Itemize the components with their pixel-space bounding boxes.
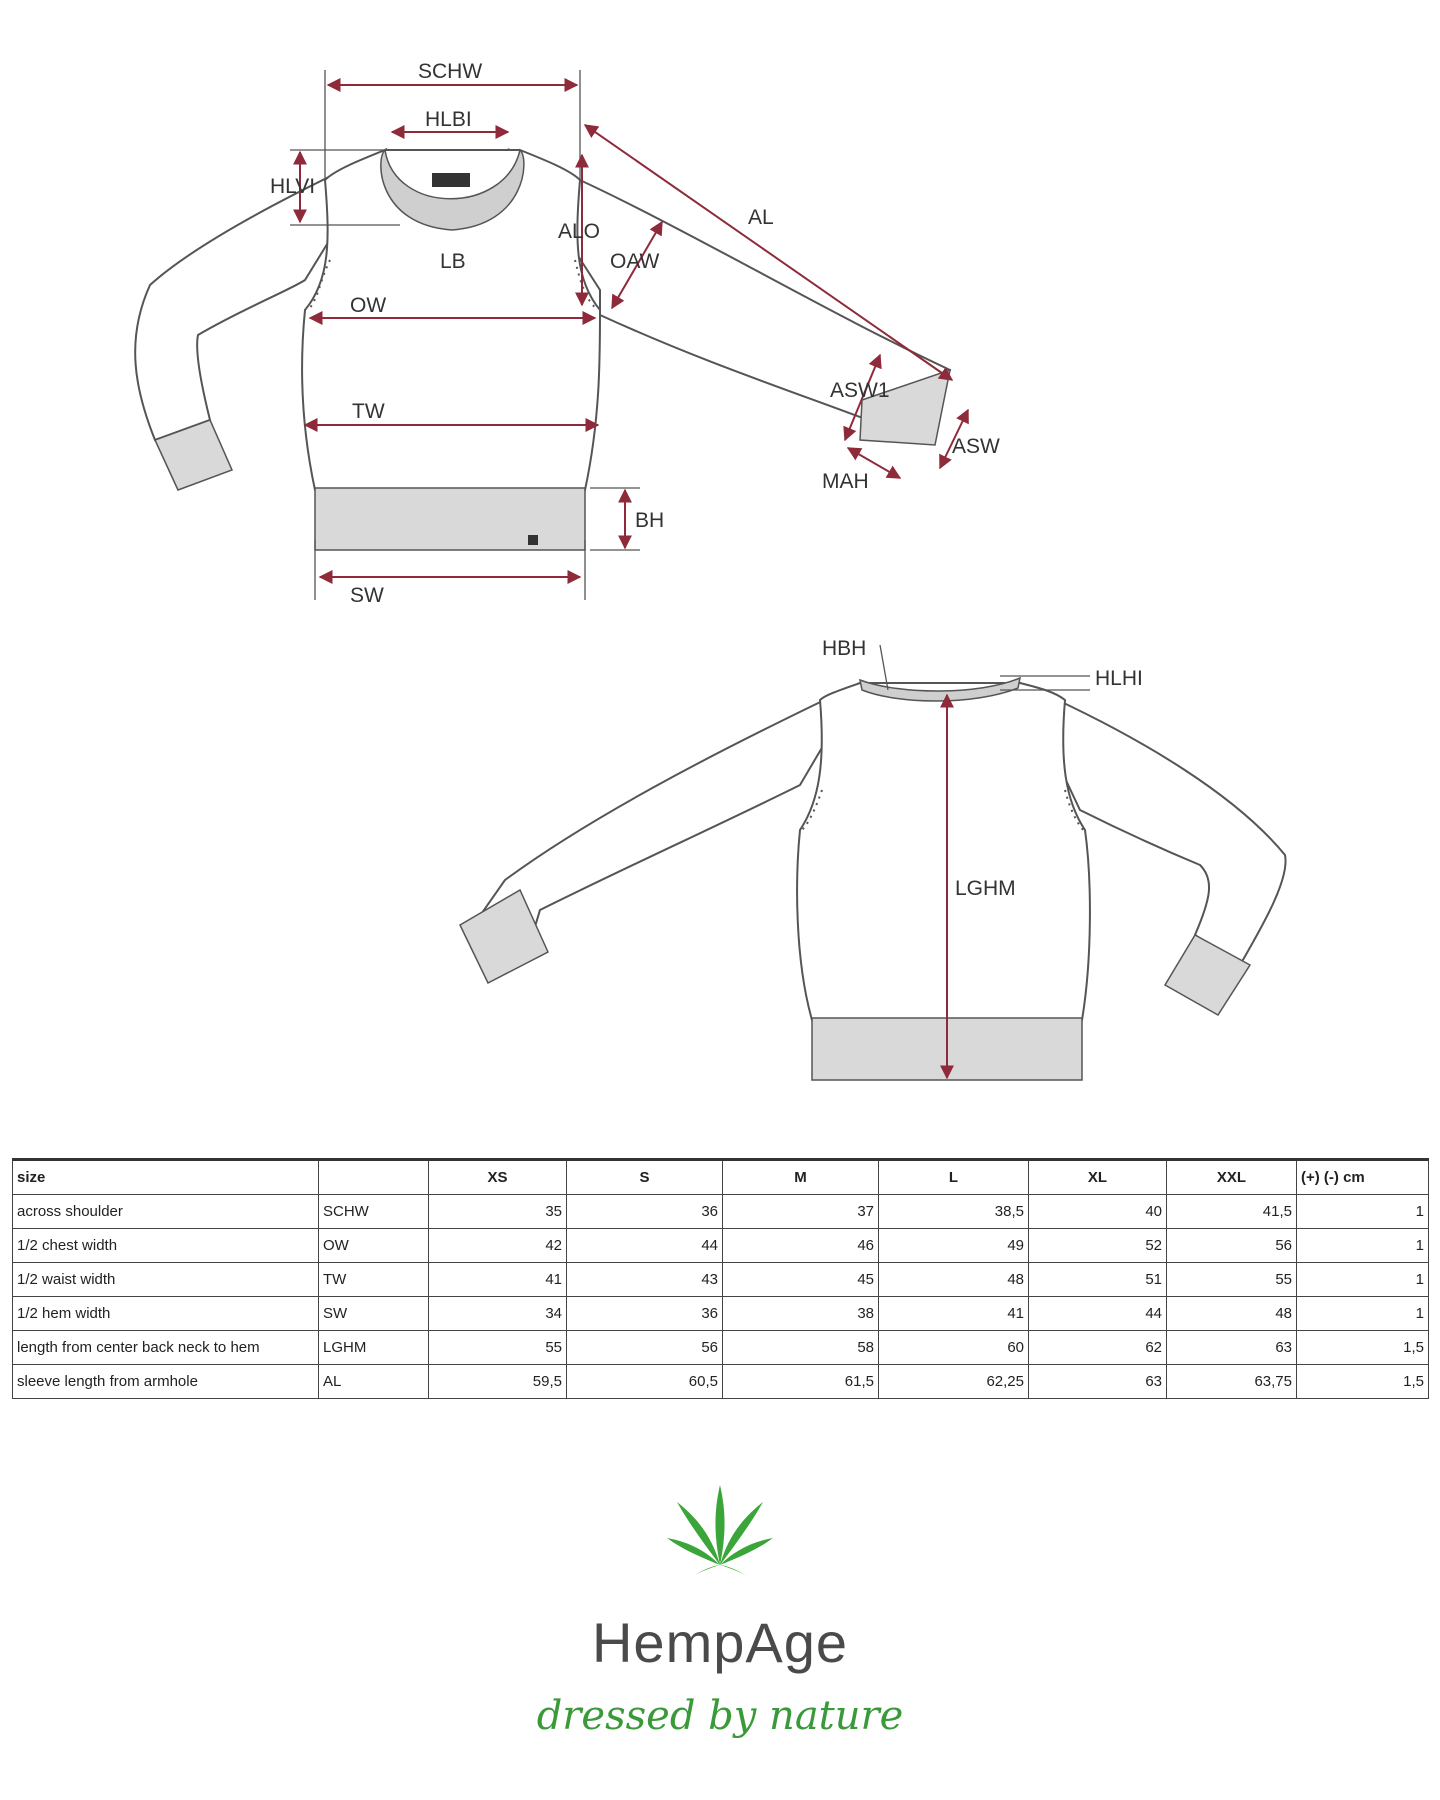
cell-tolerance: 1,5: [1297, 1365, 1429, 1399]
label-sw: SW: [350, 584, 384, 607]
header-l: L: [879, 1160, 1029, 1195]
cell-xl: 51: [1029, 1263, 1167, 1297]
cell-s: 43: [567, 1263, 723, 1297]
front-hem-rib: [315, 488, 585, 550]
brand-name: HempAge: [591, 1611, 849, 1674]
cell-l: 48: [879, 1263, 1029, 1297]
row-label: 1/2 waist width: [13, 1263, 319, 1297]
cell-l: 49: [879, 1229, 1029, 1263]
cell-s: 56: [567, 1331, 723, 1365]
cell-xs: 59,5: [429, 1365, 567, 1399]
label-hlvi: HLVI: [270, 175, 316, 198]
table-row: [13, 1263, 1429, 1297]
row-label: length from center back neck to hem: [13, 1331, 319, 1365]
cell-xxl: 63: [1167, 1331, 1297, 1365]
table-row: [13, 1297, 1429, 1331]
cell-xs: 55: [429, 1331, 567, 1365]
label-hbh: HBH: [822, 637, 867, 660]
cell-m: 45: [723, 1263, 879, 1297]
row-code: SCHW: [319, 1195, 429, 1229]
cell-m: 46: [723, 1229, 879, 1263]
label-lghm: LGHM: [955, 877, 1016, 900]
label-oaw: OAW: [610, 250, 660, 273]
row-label: sleeve length from armhole: [13, 1365, 319, 1399]
cell-s: 44: [567, 1229, 723, 1263]
header-size: size: [13, 1160, 319, 1195]
front-view: [135, 60, 1000, 607]
table-row: [13, 1331, 1429, 1365]
cell-xs: 42: [429, 1229, 567, 1263]
label-hlhi: HLHI: [1095, 667, 1143, 690]
cell-xxl: 41,5: [1167, 1195, 1297, 1229]
label-alo: ALO: [558, 220, 601, 243]
cell-s: 36: [567, 1195, 723, 1229]
cell-s: 60,5: [567, 1365, 723, 1399]
cell-xxl: 63,75: [1167, 1365, 1297, 1399]
cell-xl: 44: [1029, 1297, 1167, 1331]
hemp-leaf-icon: [665, 1480, 775, 1580]
label-tw: TW: [352, 400, 385, 423]
cell-tolerance: 1: [1297, 1229, 1429, 1263]
label-asw1: ASW1: [830, 379, 890, 402]
label-ow: OW: [350, 294, 387, 317]
cell-m: 58: [723, 1331, 879, 1365]
row-code: LGHM: [319, 1331, 429, 1365]
row-code: OW: [319, 1229, 429, 1263]
row-code: AL: [319, 1365, 429, 1399]
cell-m: 61,5: [723, 1365, 879, 1399]
cell-xxl: 56: [1167, 1229, 1297, 1263]
cell-m: 37: [723, 1195, 879, 1229]
header-s: S: [567, 1160, 723, 1195]
cell-xs: 34: [429, 1297, 567, 1331]
hempage-logo: [520, 1480, 920, 1780]
label-hlbi: HLBI: [425, 108, 472, 131]
label-al: AL: [748, 206, 774, 229]
row-label: 1/2 chest width: [13, 1229, 319, 1263]
label-asw: ASW: [952, 435, 1000, 458]
cell-tolerance: 1,5: [1297, 1331, 1429, 1365]
label-mah: MAH: [822, 470, 869, 493]
cell-m: 38: [723, 1297, 879, 1331]
cell-l: 41: [879, 1297, 1029, 1331]
label-bh: BH: [635, 509, 665, 532]
header-m: M: [723, 1160, 879, 1195]
row-code: TW: [319, 1263, 429, 1297]
row-label: across shoulder: [13, 1195, 319, 1229]
table-row: [13, 1365, 1429, 1399]
cell-l: 38,5: [879, 1195, 1029, 1229]
size-chart-table: [12, 1158, 1429, 1399]
cell-xl: 40: [1029, 1195, 1167, 1229]
header-xl: XL: [1029, 1160, 1167, 1195]
cell-tolerance: 1: [1297, 1263, 1429, 1297]
back-body: [797, 683, 1090, 1020]
cell-xl: 62: [1029, 1331, 1167, 1365]
table-header-row: [13, 1160, 1429, 1195]
cell-l: 60: [879, 1331, 1029, 1365]
label-lb: LB: [440, 250, 466, 273]
cell-s: 36: [567, 1297, 723, 1331]
cell-tolerance: 1: [1297, 1297, 1429, 1331]
cell-xs: 41: [429, 1263, 567, 1297]
header-xxl: XXL: [1167, 1160, 1297, 1195]
cell-xl: 63: [1029, 1365, 1167, 1399]
cell-tolerance: 1: [1297, 1195, 1429, 1229]
front-label-tag: [432, 173, 470, 187]
row-label: 1/2 hem width: [13, 1297, 319, 1331]
cell-xl: 52: [1029, 1229, 1167, 1263]
header-xs: XS: [429, 1160, 567, 1195]
brand-tagline: dressed by nature: [536, 1693, 904, 1739]
cell-l: 62,25: [879, 1365, 1029, 1399]
header-code: [319, 1160, 429, 1195]
table-row: [13, 1195, 1429, 1229]
label-schw: SCHW: [418, 60, 483, 83]
cell-xs: 35: [429, 1195, 567, 1229]
header-tolerance: (+) (-) cm: [1297, 1160, 1429, 1195]
cell-xxl: 48: [1167, 1297, 1297, 1331]
back-view: [460, 637, 1286, 1080]
cell-xxl: 55: [1167, 1263, 1297, 1297]
row-code: SW: [319, 1297, 429, 1331]
table-row: [13, 1229, 1429, 1263]
